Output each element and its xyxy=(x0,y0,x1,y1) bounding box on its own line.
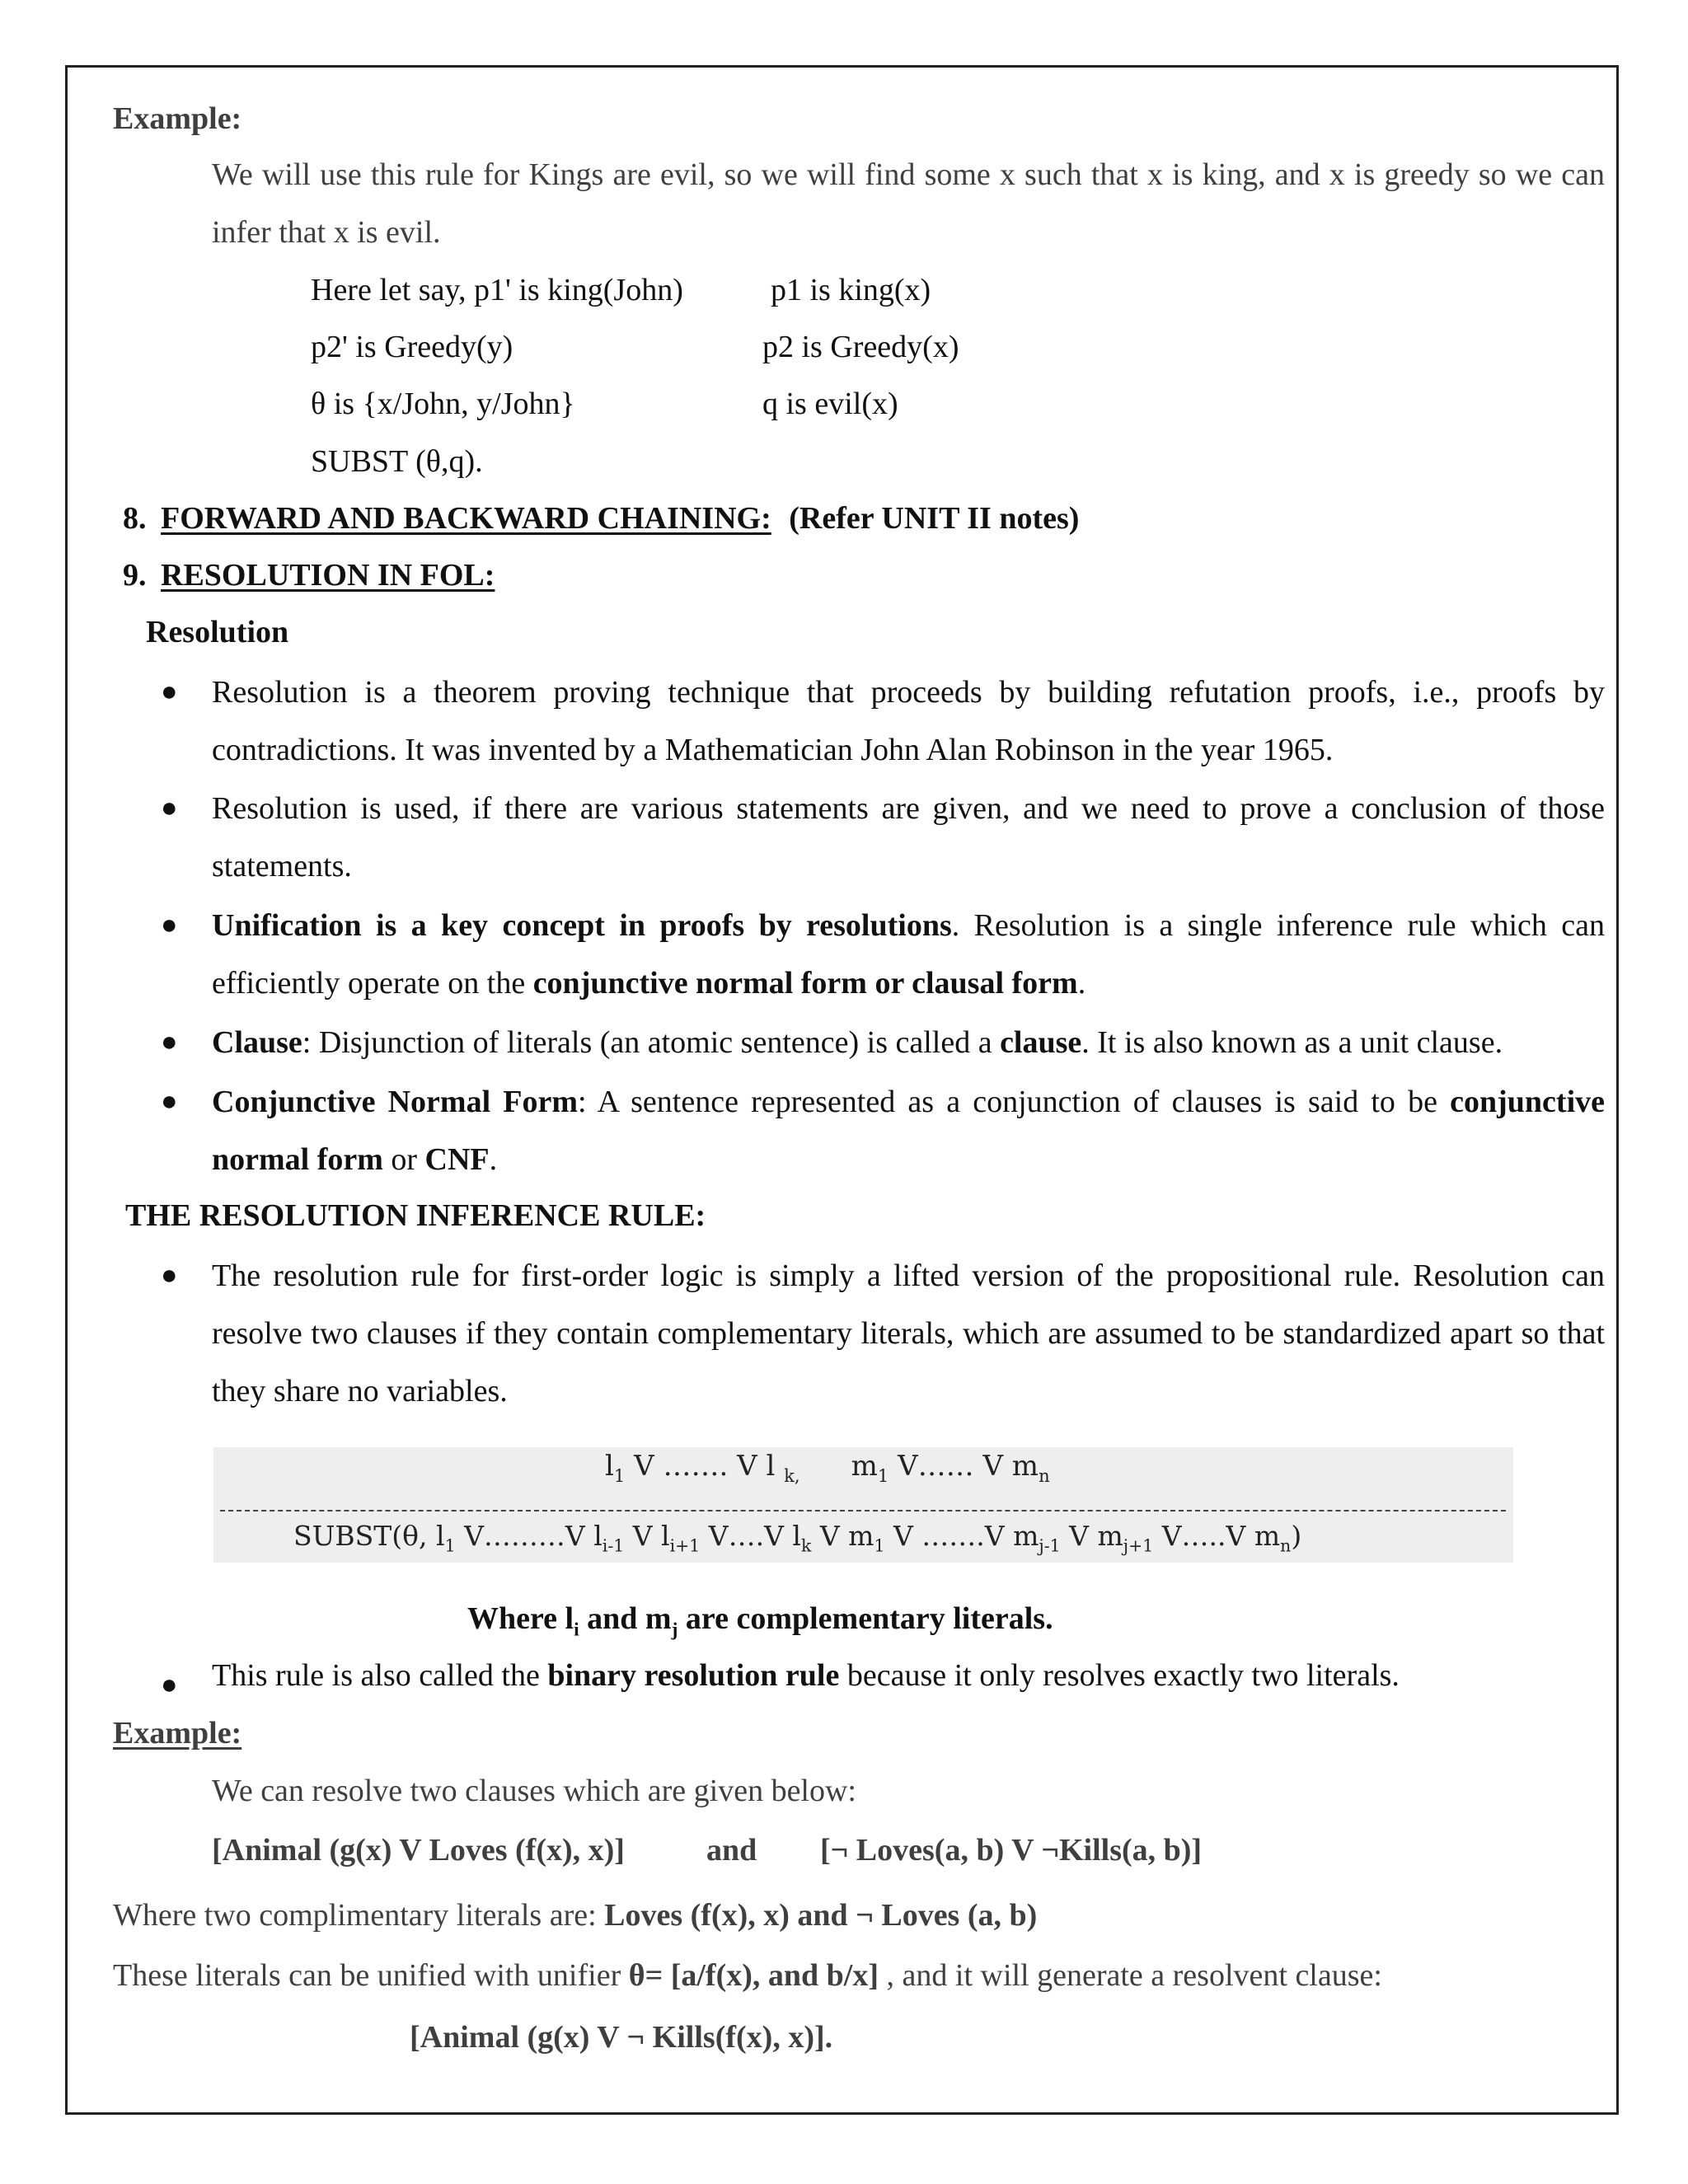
resolution-rule-figure xyxy=(213,1447,1513,1563)
bullet-4-bold: Clause xyxy=(212,1025,302,1060)
section-8-number: 8. xyxy=(123,501,147,536)
section-8-title: FORWARD AND BACKWARD CHAINING: xyxy=(161,501,771,536)
bullet-3-text: . Resolution is a single inference rule which can efficiently operate on the xyxy=(212,908,1605,1001)
binary-bold: binary resolution rule xyxy=(547,1658,840,1693)
bullet-5-or: or xyxy=(382,1142,425,1177)
bullet-dot: ● xyxy=(161,910,178,940)
bullet-1: Resolution is a theorem proving technique that proceeds by building refutation proofs, i.e., proofs by contradictions. It was invented by a Mathematician John Alan Robinson in the year 1965. xyxy=(212,675,1605,767)
bullet-dot: ● xyxy=(161,793,178,823)
bullet-4 xyxy=(212,1014,1605,1071)
premise-row-3-left: θ is {x/John, y/John} xyxy=(311,387,575,421)
clause-2: [¬ Loves(a, b) V ¬Kills(a, b)] xyxy=(820,1833,1203,1868)
section-9 xyxy=(123,556,495,594)
section-9-number: 9. xyxy=(123,558,147,593)
premise-row-3-right: q is evil(x) xyxy=(762,387,898,421)
binary-post: because it only resolves exactly two literals. xyxy=(839,1658,1400,1693)
bullet-3-bold: Unification is a key concept in proofs by resolutions xyxy=(212,908,952,943)
example-2-heading: Example: xyxy=(113,1716,242,1750)
premise-row-2-right: p2 is Greedy(x) xyxy=(762,330,959,364)
where-end: are complementary literals. xyxy=(678,1601,1053,1636)
premise-row-1-right: p1 is king(x) xyxy=(771,273,931,307)
and-word: and xyxy=(706,1833,757,1868)
clause-1: [Animal (g(x) V Loves (f(x), x)] xyxy=(212,1833,625,1868)
unify-post: , and it will generate a resolvent clause: xyxy=(879,1958,1382,1993)
complementary-literals-line xyxy=(113,1896,1037,1934)
where-sub-j: j xyxy=(671,1619,678,1641)
bullet-5-bold2: conjunctive normal form xyxy=(212,1085,1605,1177)
bullet-dot: ● xyxy=(161,1027,178,1057)
bullet-dot: ● xyxy=(161,1086,178,1117)
example-paragraph: We will use this rule for Kings are evil, so we will find some x such that x is king, and x is greedy so we can infer that x is evil. xyxy=(212,157,1605,250)
complementary-literals-note xyxy=(467,1600,1053,1649)
premise-row-1-left: Here let say, p1' is king(John) xyxy=(311,273,683,307)
bullet-3 xyxy=(212,897,1605,1012)
section-8-note: (Refer UNIT II notes) xyxy=(789,501,1080,536)
rule-premise-line: $l_1$ V ……. V l $_{k,}$ $m_1$ V…… V $m_n$ xyxy=(605,1450,1050,1486)
bullet-5-bold3: CNF xyxy=(424,1142,490,1177)
premise-row-2-left: p2' is Greedy(y) xyxy=(311,330,513,364)
bullet-4-bold2: clause xyxy=(1000,1025,1082,1060)
bullet-dot: ● xyxy=(161,1670,178,1700)
unify-bold: θ= [a/f(x), and b/x] xyxy=(628,1958,879,1993)
unify-pre: These literals can be unified with unifier xyxy=(113,1958,629,1993)
rule-heading: THE RESOLUTION INFERENCE RULE: xyxy=(125,1198,706,1233)
binary-pre: This rule is also called the xyxy=(212,1658,548,1693)
bullet-3-bold2: conjunctive normal form or clausal form xyxy=(532,966,1078,1001)
binary-rule-bullet xyxy=(212,1657,1400,1694)
bullet-4-text: : Disjunction of literals (an atomic sentence) is called a xyxy=(302,1025,1001,1060)
bullet-3-end: . xyxy=(1077,966,1086,1001)
where-sub-i: i xyxy=(574,1619,579,1641)
bullet-5-end: . xyxy=(489,1142,498,1177)
bullet-4-end: . It is also known as a unit clause. xyxy=(1081,1025,1503,1060)
rule-divider xyxy=(220,1510,1506,1511)
example-2-intro: We can resolve two clauses which are given below: xyxy=(212,1774,856,1808)
where-mid: and m xyxy=(579,1601,672,1636)
bullet-5-text: : A sentence represented as a conjunction of clauses is said to be xyxy=(578,1085,1451,1119)
subst-line: SUBST (θ,q). xyxy=(311,444,483,479)
comp-bold: Loves (f(x), x) and ¬ Loves (a, b) xyxy=(604,1898,1038,1933)
example-heading: Example: xyxy=(113,101,242,136)
comp-pre: Where two complimentary literals are: xyxy=(113,1898,605,1933)
section-9-title: RESOLUTION IN FOL: xyxy=(161,558,495,593)
resolution-heading: Resolution xyxy=(146,615,289,649)
bullet-dot: ● xyxy=(161,677,178,707)
rule-conclusion-line: SUBST(θ, $l_1$ V………V $l_{i-1}$ V $l_{i+1}$ V….V $l_k$ V $m_1$ V …….V $m_{j-1}$ V $m_{j+1}$ V…..V $m_n$) xyxy=(293,1520,1302,1556)
resolvent-clause: [Animal (g(x) V ¬ Kills(f(x), x)]. xyxy=(410,2020,833,2055)
bullet-2: Resolution is used, if there are various statements are given, and we need to prove a conclusion of those statements. xyxy=(212,791,1605,883)
unifier-line xyxy=(113,1957,1382,1994)
bullet-dot: ● xyxy=(161,1260,178,1291)
rule-bullet: The resolution rule for first-order logic is simply a lifted version of the propositional rule. Resolution can resolve two clauses if they contain complementary literals, which are assumed to be standardized apart so that they share no variables. xyxy=(212,1258,1605,1408)
section-8 xyxy=(123,499,1079,537)
bullet-5 xyxy=(212,1073,1605,1188)
bullet-5-bold: Conjunctive Normal Form xyxy=(212,1085,579,1119)
where-text: Where l xyxy=(467,1601,574,1636)
